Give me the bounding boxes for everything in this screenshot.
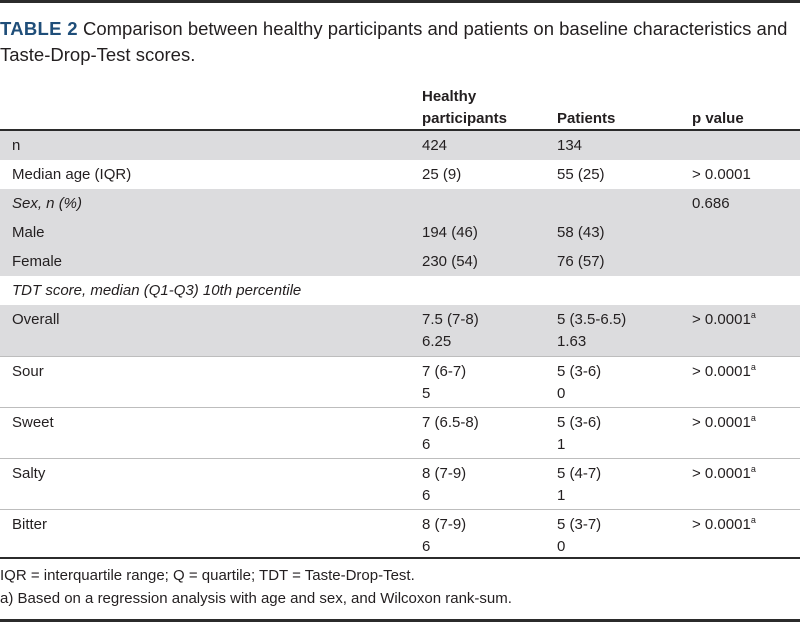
cell-patients-percentile: 0 — [557, 538, 566, 555]
header-healthy: Healthy participants — [422, 88, 508, 127]
table-caption — [0, 16, 790, 68]
table-label: TABLE 2 — [0, 18, 78, 39]
cell-patients-median: 5 (3-6) — [557, 363, 602, 380]
footnote-marker: a — [750, 310, 756, 320]
pvalue-text: > 0.0001 — [692, 311, 751, 328]
cell-pvalue — [692, 459, 756, 488]
cell-healthy — [422, 412, 479, 456]
cell-patients: 58 (43) — [557, 224, 605, 241]
pvalue-text: > 0.0001 — [692, 414, 751, 431]
bottom-rule — [0, 619, 800, 622]
footnote-marker: a — [750, 515, 756, 525]
cell-healthy: 424 — [422, 137, 448, 154]
footnote-marker: a — [750, 413, 756, 423]
cell-patients-median: 5 (3.5-6.5) — [557, 311, 627, 328]
row-label: Sweet — [12, 414, 54, 431]
footnote-marker: a — [750, 464, 756, 474]
cell-healthy: 194 (46) — [422, 224, 478, 241]
table-row — [0, 407, 800, 458]
cell-healthy-percentile: 6.25 — [422, 333, 452, 350]
table-row — [0, 509, 800, 560]
cell-patients-percentile: 1 — [557, 436, 566, 453]
header-pvalue: p value — [692, 110, 744, 127]
cell-healthy-percentile: 6 — [422, 487, 431, 504]
cell-pvalue — [692, 305, 756, 334]
cell-healthy-median: 7 (6.5-8) — [422, 414, 479, 431]
cell-patients-percentile: 0 — [557, 385, 566, 402]
pvalue-text: > 0.0001 — [692, 465, 751, 482]
cell-pvalue — [692, 510, 756, 539]
footnote-marker: a — [750, 362, 756, 372]
cell-pvalue — [692, 408, 756, 437]
cell-patients-median: 5 (3-7) — [557, 516, 602, 533]
cell-healthy — [422, 463, 466, 507]
cell-patients-median: 5 (3-6) — [557, 414, 602, 431]
cell-healthy — [422, 514, 466, 558]
table-body — [0, 131, 800, 560]
row-label: Male — [12, 224, 45, 241]
cell-healthy-percentile: 6 — [422, 436, 431, 453]
footnote-a: a) Based on a regression analysis with age and sex, and Wilcoxon rank-sum. — [0, 590, 512, 607]
cell-patients — [557, 412, 601, 456]
cell-healthy — [422, 361, 466, 405]
row-label: n — [12, 137, 21, 154]
cell-healthy-percentile: 6 — [422, 538, 431, 555]
cell-patients-percentile: 1 — [557, 487, 566, 504]
cell-healthy-median: 7 (6-7) — [422, 363, 467, 380]
row-label: Female — [12, 253, 63, 270]
table-footnotes — [0, 564, 512, 610]
footnote-abbreviations: IQR = interquartile range; Q = quartile; TDT = Taste-Drop-Test. — [0, 567, 415, 584]
cell-patients — [557, 309, 626, 353]
table-header — [0, 84, 800, 130]
table-row — [0, 458, 800, 509]
table-row — [0, 160, 800, 189]
cell-pvalue: 0.686 — [692, 195, 730, 212]
cell-healthy-median: 7.5 (7-8) — [422, 311, 479, 328]
pvalue-text: > 0.0001 — [692, 363, 751, 380]
header-patients: Patients — [557, 110, 616, 127]
table-row — [0, 356, 800, 407]
table-row — [0, 305, 800, 356]
row-label: Sour — [12, 363, 44, 380]
row-label: Median age (IQR) — [12, 166, 132, 183]
cell-patients — [557, 361, 601, 405]
cell-patients: 76 (57) — [557, 253, 605, 270]
row-label: Salty — [12, 465, 46, 482]
table-row — [0, 218, 800, 247]
cell-healthy — [422, 309, 479, 353]
cell-pvalue — [692, 357, 756, 386]
cell-patients — [557, 514, 601, 558]
row-label: TDT score, median (Q1-Q3) 10th percentile — [12, 282, 302, 299]
top-rule — [0, 0, 800, 3]
cell-patients-percentile: 1.63 — [557, 333, 587, 350]
footer-rule — [0, 557, 800, 559]
cell-patients: 134 — [557, 137, 583, 154]
cell-pvalue: > 0.0001 — [692, 166, 751, 183]
table-row — [0, 276, 800, 305]
row-label: Sex, n (%) — [12, 195, 83, 212]
table-row — [0, 247, 800, 276]
caption-text: Comparison between healthy participants and patients on baseline characteristics and Taste-Drop-Test scores. — [0, 18, 788, 65]
cell-healthy-median: 8 (7-9) — [422, 465, 467, 482]
cell-patients: 55 (25) — [557, 166, 605, 183]
table-row — [0, 189, 800, 218]
cell-patients-median: 5 (4-7) — [557, 465, 602, 482]
row-label: Bitter — [12, 516, 48, 533]
cell-patients — [557, 463, 601, 507]
cell-healthy: 25 (9) — [422, 166, 462, 183]
row-label: Overall — [12, 311, 60, 328]
table-row — [0, 131, 800, 160]
cell-healthy: 230 (54) — [422, 253, 478, 270]
pvalue-text: > 0.0001 — [692, 516, 751, 533]
cell-healthy-percentile: 5 — [422, 385, 431, 402]
cell-healthy-median: 8 (7-9) — [422, 516, 467, 533]
